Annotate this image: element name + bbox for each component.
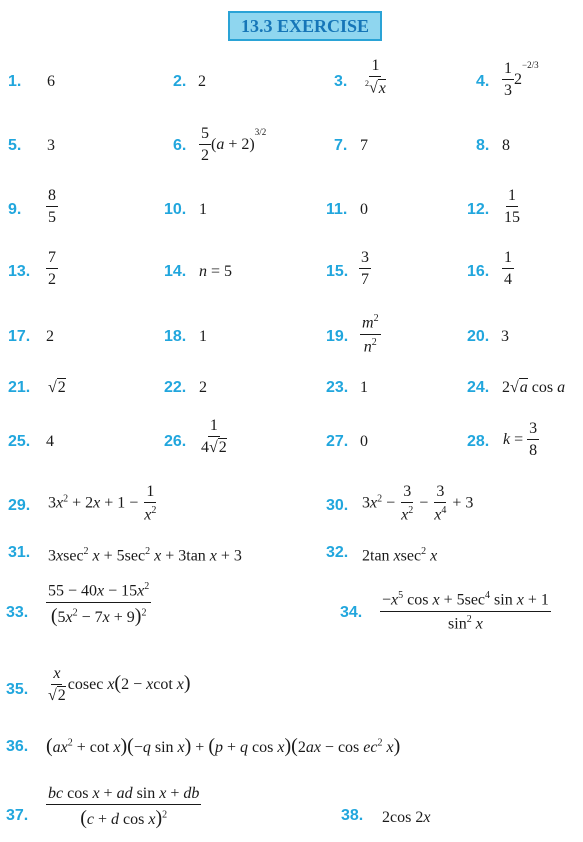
item-number: 31. xyxy=(8,544,31,561)
answer: 4 xyxy=(46,433,54,450)
answer: 1 xyxy=(360,379,368,396)
item-number: 36. xyxy=(6,738,29,755)
answer: $\frac{\text{bc cos x + ad sin x + db}}{(c + d \cos x)^2}$ xyxy=(48,785,200,830)
item-number: 15. xyxy=(326,263,349,280)
item-number: 27. xyxy=(326,433,349,450)
answer: 3 xyxy=(47,137,55,154)
answer: $\frac{7}{2}$ xyxy=(48,249,56,289)
item-number: 22. xyxy=(164,379,187,396)
answer: $\frac{x}{√2}$ cosec x(2 − xcot x) xyxy=(48,665,191,705)
item-number: 38. xyxy=(341,807,364,824)
answer: 6 xyxy=(47,73,55,90)
item-number: 10. xyxy=(164,201,187,218)
item-number: 23. xyxy=(326,379,349,396)
answer: $\frac{8}{5}$ xyxy=(48,187,56,227)
answer: 2 xyxy=(46,328,54,345)
item-number: 24. xyxy=(467,379,490,396)
answer: 2√a cos a xyxy=(502,379,566,396)
answer: 1 xyxy=(199,201,207,218)
item-number: 26. xyxy=(164,433,187,450)
item-number: 4. xyxy=(476,73,490,90)
item-number: 11. xyxy=(326,201,348,218)
answer: $\frac{1}{3}$ $2^{-2/3}$ xyxy=(504,59,539,100)
exercise-title: 13.3 EXERCISE xyxy=(240,15,370,36)
item-number: 9. xyxy=(8,201,22,218)
item-number: 12. xyxy=(467,201,490,218)
item-number: 33. xyxy=(6,604,29,621)
answer: k = $\frac{3}{8}$ xyxy=(503,420,538,460)
answer: $\frac{1}{^2√x}$ xyxy=(365,57,386,97)
answer: 0 xyxy=(360,201,368,218)
item-number: 35. xyxy=(6,681,29,698)
answer: 0 xyxy=(360,433,368,450)
item-number: 32. xyxy=(326,544,349,561)
item-number: 16. xyxy=(467,263,490,280)
answer: 2 xyxy=(198,73,206,90)
item-number: 20. xyxy=(467,328,490,345)
item-number: 1. xyxy=(8,73,22,90)
answer: $\frac{55 - 40x - 15x^2}{(5x^2 - 7x + 9)^2}$ xyxy=(48,581,150,627)
answer: $\frac{-x^5 \cos x + 5\sec^4 \sin x + 1}{\sin^2 x}$ xyxy=(382,590,549,633)
item-number: 13. xyxy=(8,263,31,280)
exercise-title-box xyxy=(228,11,382,41)
answer: 2tan xsec$^2$ x xyxy=(362,546,438,565)
answer: n = 5 xyxy=(199,263,233,280)
item-number: 2. xyxy=(173,73,187,90)
item-number: 29. xyxy=(8,497,31,514)
item-number: 7. xyxy=(334,137,348,154)
answer: $3x^2$ − $\frac{3}{x^2}$ − $\frac{3}{x^4}$ + 3 xyxy=(362,483,474,524)
answer: $\frac{3}{7}$ xyxy=(361,249,369,289)
item-number: 5. xyxy=(8,137,22,154)
answer: 2cos 2x xyxy=(382,809,431,826)
answer: $\frac{5}{2}$ $(a + 2)^{3/2}$ xyxy=(201,125,267,165)
answer: 7 xyxy=(360,137,368,154)
answer: $\frac{1}{15}$ xyxy=(504,187,520,227)
item-number: 17. xyxy=(8,328,31,345)
item-number: 37. xyxy=(6,807,29,824)
item-number: 8. xyxy=(476,137,490,154)
item-number: 25. xyxy=(8,433,31,450)
answer: $3x^2 + 2x + 1$ − $\frac{1}{x^2}$ xyxy=(48,483,157,524)
answer: $\frac{1}{4}$ xyxy=(504,249,512,289)
answer: $(ax^2 + \cot x)(-q$ sin x) + (p + q $\cos x)(2ax - \cos ec^2$ x) xyxy=(46,735,401,757)
item-number: 18. xyxy=(164,328,187,345)
answer: 3 xyxy=(501,328,509,345)
answer: 3xsec$^2$ $x + 5\sec^2$ x + 3tan x + 3 xyxy=(48,546,242,565)
answer: √2 xyxy=(48,379,66,396)
answer: 2 xyxy=(199,379,207,396)
answer: 8 xyxy=(502,137,510,154)
item-number: 14. xyxy=(164,263,187,280)
item-number: 34. xyxy=(340,604,363,621)
item-number: 6. xyxy=(173,137,187,154)
item-number: 30. xyxy=(326,497,349,514)
answer: $\frac{1}{4√2}$ xyxy=(201,417,227,457)
item-number: 19. xyxy=(326,328,349,345)
answer: $\frac{m^2}{n^2}$ xyxy=(362,313,379,356)
item-number: 21. xyxy=(8,379,31,396)
answer: 1 xyxy=(199,328,207,345)
item-number: 3. xyxy=(334,73,348,90)
item-number: 28. xyxy=(467,433,490,450)
